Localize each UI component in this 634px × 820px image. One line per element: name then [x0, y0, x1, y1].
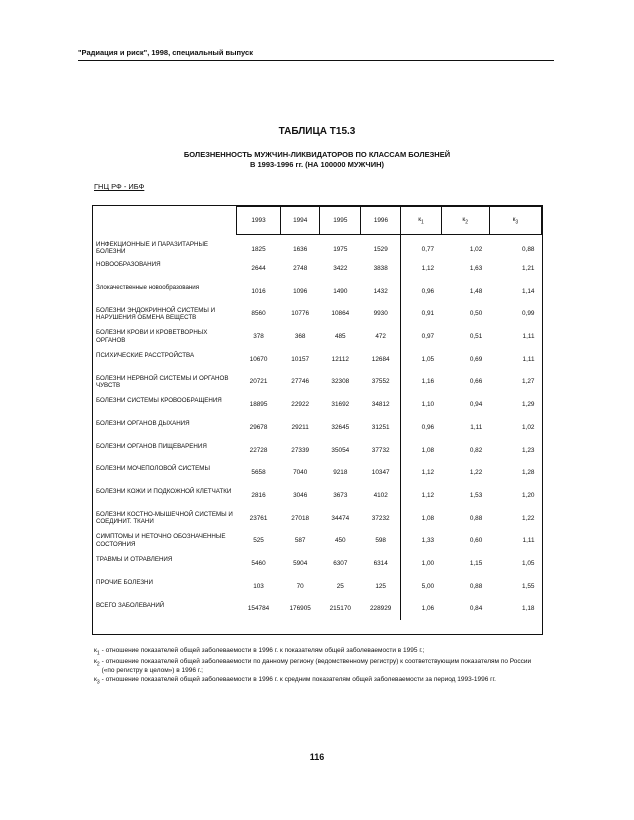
k1-value-cell: 1,08: [401, 439, 441, 462]
table-row: [93, 257, 542, 280]
year-value-cell: 4102: [373, 491, 388, 499]
year-value-cell: 125: [375, 582, 386, 590]
k1-value-cell: 1,12: [401, 461, 441, 484]
k2-value-cell: 0,51: [469, 333, 483, 341]
disease-class-cell: СИМПТОМЫ И НЕТОЧНО ОБОЗНАЧЕННЫЕ СОСТОЯНИЯ: [96, 533, 226, 548]
year-value-cell: 5460: [251, 559, 266, 567]
k1-value-cell: 0,96: [401, 416, 441, 439]
year-value-cell: 10670: [249, 355, 268, 363]
year-value-cell: 3673: [333, 491, 348, 499]
year-value-cell: 1490: [333, 287, 348, 295]
k1-value-cell: 1,08: [401, 507, 441, 530]
year-value-cell: 32308: [331, 378, 350, 386]
year-value-cell: 1975: [333, 245, 348, 253]
morbidity-table: [93, 206, 542, 620]
disease-class-cell: ВСЕГО ЗАБОЛЕВАНИЙ: [96, 601, 165, 609]
year-value-cell: 9930: [373, 310, 388, 318]
year-value-cell: 10347: [371, 469, 390, 477]
year-value-cell: 1825: [251, 245, 266, 253]
k1-value-cell: 1,12: [401, 257, 441, 280]
k1-value-cell: 1,05: [401, 348, 441, 371]
k3-value-cell: 1,23: [522, 446, 535, 454]
disease-class-cell: БОЛЕЗНИ КОЖИ И ПОДКОЖНОЙ КЛЕТЧАТКИ: [96, 488, 232, 496]
year-value-cell: 215170: [329, 605, 351, 613]
year-value-cell: 587: [294, 537, 306, 545]
year-value-cell: 23761: [249, 514, 268, 522]
disease-class-cell: ПРОЧИЕ БОЛЕЗНИ: [96, 578, 153, 586]
k3-value-cell: 1,29: [522, 401, 535, 409]
k3-value-cell: 1,20: [522, 491, 535, 499]
k3-value-cell: 1,27: [522, 378, 535, 386]
journal-header: "Радиация и риск", 1998, специальный выпуск: [78, 48, 253, 57]
table-row: [93, 439, 542, 462]
table-row: [93, 235, 542, 258]
year-value-cell: 1636: [293, 245, 308, 253]
k3-value-cell: 1,11: [522, 355, 535, 363]
year-value-cell: 20721: [249, 378, 268, 386]
year-value-cell: 34474: [331, 514, 350, 522]
k3-value-cell: 1,22: [522, 514, 535, 522]
table-row: [93, 529, 542, 552]
disease-class-cell: ТРАВМЫ И ОТРАВЛЕНИЯ: [96, 556, 173, 564]
k3-value-cell: 1,28: [522, 469, 535, 477]
k1-value-cell: 1,16: [401, 371, 441, 394]
year-value-cell: 228929: [370, 605, 392, 613]
k3-value-cell: 1,55: [522, 582, 535, 590]
year-value-cell: 29678: [249, 423, 268, 431]
table-row: [93, 416, 542, 439]
table-row: [93, 598, 542, 621]
year-value-cell: 12684: [371, 355, 390, 363]
year-value-cell: 176905: [289, 605, 311, 613]
disease-class-cell: ПСИХИЧЕСКИЕ РАССТРОЙСТВА: [96, 351, 195, 359]
k2-value-cell: 0,50: [469, 310, 483, 318]
data-table-frame: [92, 205, 543, 635]
year-value-cell: 10864: [331, 310, 350, 318]
year-value-cell: 31692: [331, 401, 350, 409]
year-value-cell: 31251: [371, 423, 390, 431]
k2-value-cell: 0,82: [469, 446, 483, 454]
disease-class-cell: БОЛЕЗНИ КОСТНО-МЫШЕЧНОЙ СИСТЕМЫ И СОЕДИНИТ. ТКАНИ: [96, 510, 233, 526]
k2-value-cell: 1,63: [469, 265, 483, 273]
year-header: 1995: [320, 207, 361, 235]
disease-class-cell: БОЛЕЗНИ КРОВИ И КРОВЕТВОРНЫХ ОРГАНОВ: [96, 329, 208, 344]
year-value-cell: 5904: [293, 559, 308, 567]
k1-header: $к_1$: [401, 207, 441, 235]
year-value-cell: 27746: [291, 378, 310, 386]
table-row: [93, 393, 542, 416]
disease-class-cell: БОЛЕЗНИ НЕРВНОЙ СИСТЕМЫ И ОРГАНОВ ЧУВСТВ: [96, 374, 229, 390]
year-value-cell: 12112: [331, 355, 349, 363]
k3-value-cell: 1,05: [522, 559, 535, 567]
year-value-cell: 3046: [293, 491, 308, 499]
k2-value-cell: 0,88: [469, 582, 483, 590]
k2-value-cell: 0,94: [469, 401, 483, 409]
year-value-cell: 525: [253, 537, 264, 545]
k2-value-cell: 1,48: [469, 287, 483, 295]
year-value-cell: 598: [375, 537, 386, 545]
k3-header: $к_3$: [489, 207, 541, 235]
table-subtitle: [0, 150, 634, 170]
year-value-cell: 368: [294, 333, 306, 341]
k1-value-cell: 1,06: [401, 598, 441, 621]
header-empty-cell: [93, 207, 236, 235]
year-value-cell: 70: [296, 582, 304, 590]
k1-value-cell: 0,97: [401, 325, 441, 348]
year-value-cell: 18895: [249, 401, 268, 409]
year-value-cell: 29211: [291, 423, 309, 431]
table-row: [93, 303, 542, 326]
k2-value-cell: 1,11: [470, 423, 483, 431]
k1-value-cell: 1,33: [401, 529, 441, 552]
k3-value-cell: 0,88: [522, 245, 535, 253]
table-header-row: [93, 207, 542, 235]
disease-class-cell: Злокачественные новообразования: [96, 283, 200, 291]
year-header: 1993: [236, 207, 280, 235]
disease-class-cell: БОЛЕЗНИ МОЧЕПОЛОВОЙ СИСТЕМЫ: [96, 465, 210, 473]
disease-class-cell: НОВООБРАЗОВАНИЯ: [96, 261, 161, 269]
year-value-cell: 7040: [293, 469, 308, 477]
year-value-cell: 34812: [371, 401, 390, 409]
k2-value-cell: 1,53: [469, 491, 483, 499]
year-value-cell: 25: [336, 582, 344, 590]
year-value-cell: 37732: [371, 446, 390, 454]
year-value-cell: 22728: [249, 446, 268, 454]
k2-value-cell: 0,88: [469, 514, 483, 522]
year-value-cell: 154784: [247, 605, 270, 613]
footnote-k3: $к_3$ - отношение показателей общей заболеваемости в 1996 г. к средним показателям общей заболеваемости за период 1993-1996 гг.: [94, 675, 496, 685]
k3-value-cell: 1,11: [522, 537, 535, 545]
table-row: [93, 371, 542, 394]
footnote-k1: $к_1$ - отношение показателей общей заболеваемости в 1996 г. к показателям общей заболеваемости в 1995 г.;: [94, 647, 425, 657]
year-value-cell: 1096: [293, 287, 308, 295]
table-row: [93, 484, 542, 507]
year-value-cell: 2644: [251, 265, 266, 273]
disease-class-cell: БОЛЕЗНИ ЭНДОКРИННОЙ СИСТЕМЫ И НАРУШЕНИЯ ОБМЕНА ВЕЩЕСТВ: [96, 306, 216, 322]
year-value-cell: 27018: [291, 514, 310, 522]
footnotes: [94, 647, 544, 687]
year-value-cell: 6307: [333, 559, 348, 567]
subtitle-line-1: БОЛЕЗНЕННОСТЬ МУЖЧИН-ЛИКВИДАТОРОВ ПО КЛАССАМ БОЛЕЗНЕЙ: [183, 150, 451, 159]
table-row: [93, 348, 542, 371]
k3-value-cell: 1,02: [522, 423, 535, 431]
year-value-cell: 37552: [371, 378, 390, 386]
table-row: [93, 507, 542, 530]
year-value-cell: 1016: [251, 287, 266, 295]
k2-value-cell: 1,22: [469, 469, 483, 477]
footnote-k2: $к_2$ - отношение показателей общей заболеваемости по данному региону (ведомственному регистру) к соответствующим показателям по России («по регистру в целом») в 1996 г.;: [94, 658, 532, 674]
subtitle-line-2: В 1993-1996 гг. (НА 100000 МУЖЧИН): [250, 160, 384, 169]
disease-class-cell: БОЛЕЗНИ ОРГАНОВ ПИЩЕВАРЕНИЯ: [96, 442, 207, 450]
year-value-cell: 2748: [293, 265, 308, 273]
year-value-cell: 37232: [371, 514, 390, 522]
year-value-cell: 35054: [331, 446, 350, 454]
year-value-cell: 32645: [331, 423, 350, 431]
k2-value-cell: 0,60: [469, 537, 483, 545]
year-value-cell: 10776: [291, 310, 310, 318]
k2-value-cell: 1,15: [469, 559, 483, 567]
year-value-cell: 3422: [333, 265, 348, 273]
year-value-cell: 3838: [373, 265, 388, 273]
k1-value-cell: 0,77: [401, 235, 441, 258]
year-value-cell: 1529: [373, 245, 388, 253]
k2-value-cell: 0,69: [469, 355, 483, 363]
k2-header: $к_2$: [441, 207, 489, 235]
k1-value-cell: 5,00: [401, 575, 441, 598]
k3-value-cell: 1,18: [522, 605, 535, 613]
year-value-cell: 8560: [251, 310, 266, 318]
disease-class-cell: ИНФЕКЦИОННЫЕ И ПАРАЗИТАРНЫЕ БОЛЕЗНИ: [96, 240, 209, 255]
year-value-cell: 22922: [291, 401, 310, 409]
year-value-cell: 485: [334, 333, 346, 341]
year-value-cell: 103: [253, 582, 264, 590]
year-value-cell: 472: [375, 333, 386, 341]
header-rule: [78, 60, 554, 61]
table-row: [93, 552, 542, 575]
year-value-cell: 6314: [373, 559, 388, 567]
table-row: [93, 575, 542, 598]
disease-class-cell: БОЛЕЗНИ ОРГАНОВ ДЫХАНИЯ: [96, 420, 190, 427]
year-value-cell: 450: [334, 537, 346, 545]
table-row: [93, 325, 542, 348]
disease-class-cell: БОЛЕЗНИ СИСТЕМЫ КРОВООБРАЩЕНИЯ: [96, 397, 222, 405]
k1-value-cell: 1,00: [401, 552, 441, 575]
k2-value-cell: 0,66: [469, 378, 483, 386]
year-value-cell: 5658: [251, 469, 266, 477]
k1-value-cell: 0,91: [401, 303, 441, 326]
year-value-cell: 27339: [291, 446, 310, 454]
table-title: ТАБЛИЦА Т15.3: [278, 126, 356, 137]
year-header: 1994: [281, 207, 320, 235]
year-header: 1996: [361, 207, 401, 235]
k2-value-cell: 1,02: [469, 245, 483, 253]
year-value-cell: 2816: [251, 491, 266, 499]
k1-value-cell: 0,96: [401, 280, 441, 303]
page-number: 116: [309, 752, 325, 762]
table-row: [93, 280, 542, 303]
k1-value-cell: 1,10: [401, 393, 441, 416]
year-value-cell: 378: [253, 333, 264, 341]
year-value-cell: 10157: [291, 355, 310, 363]
source-label: ГНЦ РФ - ИБФ: [94, 182, 145, 191]
year-value-cell: 1432: [373, 287, 388, 295]
table-body: [93, 235, 542, 621]
k2-value-cell: 0,84: [469, 605, 483, 613]
k3-value-cell: 0,99: [522, 310, 535, 318]
k1-value-cell: 1,12: [401, 484, 441, 507]
table-row: [93, 461, 542, 484]
year-value-cell: 9218: [333, 469, 348, 477]
k3-value-cell: 1,21: [522, 265, 535, 273]
k3-value-cell: 1,14: [522, 287, 535, 295]
k3-value-cell: 1,11: [522, 333, 535, 341]
